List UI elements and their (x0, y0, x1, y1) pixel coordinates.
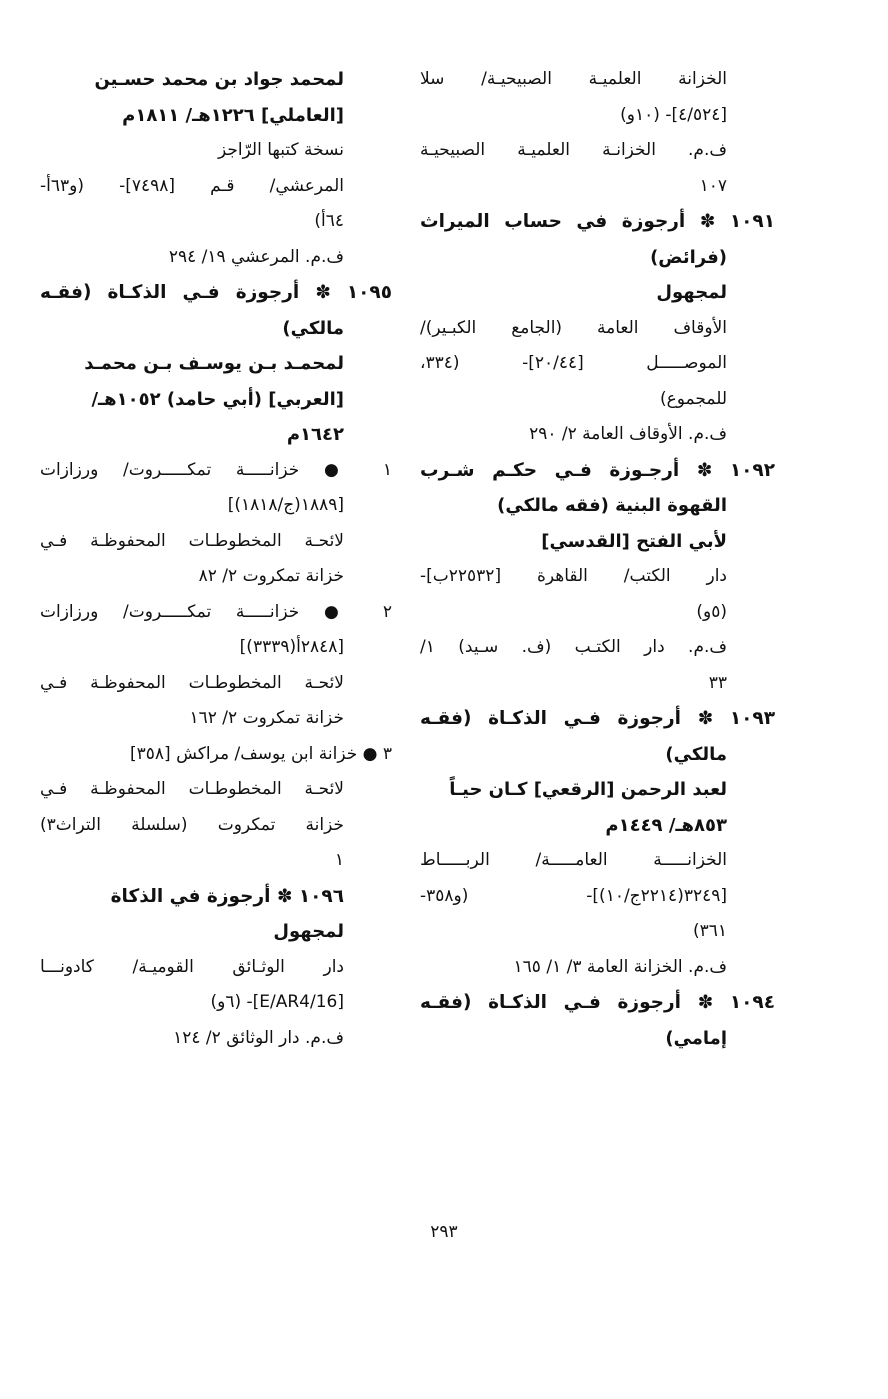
catalog-line: لائحـة المخطوطـات المحفوظـة فـي (40, 672, 344, 693)
catalog-line: [٤/٥٢٤]- (١٠و) (620, 104, 727, 125)
catalog-line: (فرائض) (650, 246, 727, 268)
catalog-line: ١ (334, 850, 344, 870)
catalog-line: ف.م. الخزانة العامة ٣/ ١/ ١٦٥ (513, 956, 727, 977)
catalog-line: ١ ● خزانـــــة تمكـــــروت/ ورزازات (40, 459, 392, 480)
catalog-line: ١٠٩١ ✽ أرجوزة في حساب الميراث (420, 211, 775, 232)
catalog-line: ف.م. دار الوثائق ٢/ ١٢٤ (173, 1027, 344, 1048)
catalog-line: الخزانـــــة العامـــــة/ الربـــــاط (420, 850, 727, 870)
catalog-line: لعبد الرحمن [الرقعي] كـان حيـاً (449, 779, 727, 800)
catalog-line: خزانة تمكروت ٢/ ١٦٢ (189, 708, 344, 728)
catalog-line: مالكي) (282, 317, 344, 339)
catalog-line: لمحمد جواد بن محمد حسـين (94, 69, 344, 90)
catalog-line: ٣٣ (708, 672, 727, 693)
left-column (40, 62, 392, 1056)
catalog-line: خزانة تمكروت ٢/ ٨٢ (198, 566, 344, 586)
catalog-line: ١٠٩٦ ✽ أرجوزة في الذكاة (110, 885, 344, 907)
catalog-line: الموصـــــل [٢٠/٤٤]- (٣٣٤، (420, 353, 727, 373)
catalog-line: ٣٦١) (692, 921, 727, 941)
catalog-line: [العاملي] ١٢٢٦هـ/ ١٨١١م (122, 104, 344, 126)
catalog-line: ١٠٩٥ ✽ أرجوزة فـي الذكـاة (فقـه (40, 282, 392, 303)
catalog-line: [٢٨٤٨أ(٣٣٣٩)] (239, 637, 344, 657)
catalog-line: لمجهول (656, 282, 727, 303)
catalog-line: إمامي) (665, 1027, 727, 1049)
catalog-line: [٣٢٤٩(٢٢١٤ج/١٠)]- (و٣٥٨- (420, 885, 727, 906)
catalog-line: خزانة تمكروت (سلسلة التراث٣) (40, 814, 344, 835)
catalog-line: مالكي) (665, 743, 727, 765)
catalog-line: ٨٥٣هـ/ ١٤٤٩م (605, 814, 727, 836)
catalog-line: ف.م. المرعشي ١٩/ ٢٩٤ (168, 246, 344, 267)
catalog-line: ف.م. دار الكتـب (ف. سـيد) ١/ (420, 637, 727, 657)
catalog-line: [E/AR4/16]- (٦و) (210, 992, 344, 1012)
catalog-line: دار الكتب/ القاهرة [٢٢٥٣٢ب]- (420, 566, 727, 586)
catalog-line: [١٨٨٩(ج/١٨١٨)] (227, 495, 344, 515)
catalog-line: دار الوثـائق القوميـة/ كادونـــا (40, 956, 344, 977)
catalog-line: ١٠٩٤ ✽ أرجوزة فـي الذكـاة (فقـه (420, 992, 775, 1013)
catalog-line: ١٠٩٣ ✽ أرجوزة فـي الذكـاة (فقـه (420, 708, 775, 729)
catalog-line: المرعشي/ قـم [٧٤٩٨]- (و٦٣أ- (40, 175, 344, 196)
catalog-line: لأبي الفتح [القدسي] (541, 530, 727, 552)
catalog-line: نسخة كتبها الرّاجز (217, 140, 344, 160)
catalog-line: للمجموع) (660, 388, 727, 409)
catalog-line: لائحـة المخطوطـات المحفوظـة فـي (40, 779, 344, 799)
catalog-line: ١٠٩٢ ✽ أرجـوزة فـي حكـم شـرب (420, 459, 775, 481)
catalog-line: ١٦٤٢م (286, 424, 344, 445)
catalog-line: (٥و) (696, 601, 727, 622)
catalog-line: الخزانة العلميـة الصبيحيـة/ سلا (420, 69, 727, 89)
catalog-line: لمحمـد بـن يوسـف بـن محمـد (84, 353, 344, 374)
catalog-line: لائحـة المخطوطـات المحفوظـة فـي (40, 530, 344, 551)
page-number: ٢٩٣ (430, 1222, 458, 1242)
catalog-line: ف.م. الأوقاف العامة ٢/ ٢٩٠ (529, 424, 727, 444)
catalog-line: [العربي] (أبي حامد) ١٠٥٢هـ/ (91, 388, 344, 410)
catalog-line: ٢ ● خزانـــــة تمكـــــروت/ ورزازات (40, 601, 392, 622)
catalog-line: ٣ ● خزانة ابن يوسف/ مراكش [٣٥٨] (130, 743, 392, 764)
catalog-line: ف.م. الخزانـة العلميـة الصبيحيـة (420, 140, 727, 160)
right-column (420, 62, 775, 1056)
catalog-line: القهوة البنية (فقه مالكي) (497, 495, 727, 516)
catalog-line: لمجهول (273, 921, 344, 942)
catalog-line: الأوقاف العامة (الجامع الكبـير)/ (420, 317, 727, 338)
catalog-line: ١٠٧ (699, 175, 727, 196)
catalog-line: ٦٤أ) (314, 211, 344, 231)
